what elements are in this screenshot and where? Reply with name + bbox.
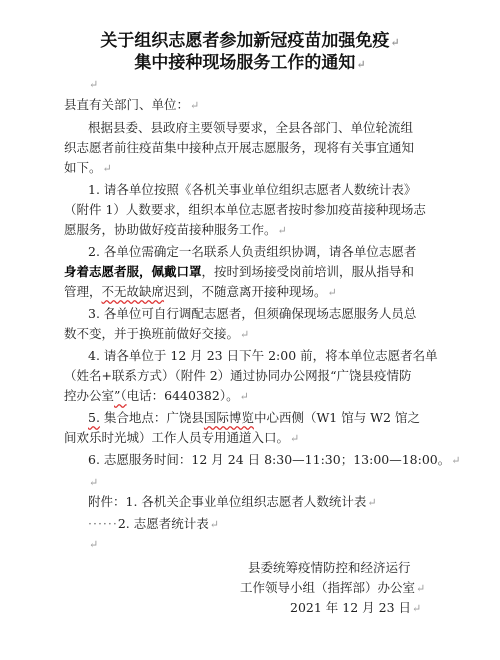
spellcheck-underline: 不无故缺席 xyxy=(101,284,165,299)
item6-line-1: 6. 志愿服务时间：12 月 24 日 8:30—11:30；13:00—18:00。↵ xyxy=(88,452,461,467)
spellcheck-underline: 国际博览 xyxy=(203,410,254,425)
paragraph-mark-icon: ↵ xyxy=(240,328,250,341)
spellcheck-underline: 5. xyxy=(88,410,100,425)
spellcheck-underline: ”（ xyxy=(114,388,127,403)
paragraph-mark-icon: ↵ xyxy=(89,476,99,489)
item1-line-1: 1. 请各单位按照《各机关事业单位组织志愿者人数统计表》 xyxy=(88,182,417,197)
attachment-1: 附件：1. 各机关企事业单位组织志愿者人数统计表↵ xyxy=(88,494,377,509)
paragraph-mark-icon: ↵ xyxy=(327,286,337,299)
signature-org-line-1: 县委统筹疫情防控和经济运行 xyxy=(248,560,411,575)
leader-dots: ······ xyxy=(88,516,118,531)
empty-paragraph xyxy=(88,76,98,93)
item2-line-2: 身着志愿者服，佩戴口罩，按时到场接受岗前培训，服从指导和 xyxy=(64,264,415,279)
item5-line-1: 5. 集合地点：广饶县国际博览中心西侧（W1 馆与 W2 馆之 xyxy=(88,410,420,425)
paragraph-mark-icon: ↵ xyxy=(102,162,112,175)
item5-line-2: 间欢乐时光城）工作人员专用通道入口。↵ xyxy=(64,430,300,445)
paragraph-mark-icon: ↵ xyxy=(290,432,300,445)
signature-org-line-2: 工作领导小组（指挥部）办公室↵ xyxy=(240,580,426,595)
intro-line-1: 根据县委、县政府主要领导要求，全县各部门、单位轮流组 xyxy=(88,120,414,135)
item4-line-1: 4. 请各单位于 12 月 23 日下午 2:00 前，将本单位志愿者名单 xyxy=(88,348,438,363)
paragraph-mark-icon: ↵ xyxy=(416,582,426,595)
paragraph-mark-icon: ↵ xyxy=(356,58,366,71)
paragraph-mark-icon: ↵ xyxy=(412,602,422,615)
item4-line-2: （姓名+联系方式）（附件 2）通过协同办公网报“广饶县疫情防 xyxy=(64,368,412,383)
paragraph-mark-icon: ↵ xyxy=(367,496,377,509)
title-line-2: 集中接种现场服务工作的通知↵ xyxy=(134,53,366,73)
item2-bold-text: 身着志愿者服，佩戴口罩 xyxy=(64,264,202,279)
item4-line-3: 控办公室”（电话：6440382）。↵ xyxy=(64,388,249,403)
title-line-1: 关于组织志愿者参加新冠疫苗加强免疫↵ xyxy=(100,31,400,51)
paragraph-mark-icon: ↵ xyxy=(390,36,400,49)
paragraph-mark-icon: ↵ xyxy=(277,224,287,237)
intro-line-3: 如下。↵ xyxy=(64,160,112,175)
paragraph-mark-icon: ↵ xyxy=(89,538,99,551)
item2-line-1: 2. 各单位需确定一名联系人负责组织协调，请各单位志愿者 xyxy=(88,244,417,259)
attachment-2: ······2. 志愿者统计表↵ xyxy=(88,516,219,531)
paragraph-mark-icon: ↵ xyxy=(209,518,219,531)
paragraph-mark-icon: ↵ xyxy=(239,390,249,403)
paragraph-mark-icon: ↵ xyxy=(451,454,461,467)
paragraph-mark-icon: ↵ xyxy=(89,78,99,91)
item1-line-3: 愿服务，协助做好疫苗接种服务工作。↵ xyxy=(64,222,287,237)
item3-line-1: 3. 各单位可自行调配志愿者，但须确保现场志愿服务人员总 xyxy=(88,306,417,321)
salutation: 县直有关部门、单位：↵ xyxy=(64,97,200,112)
item3-line-2: 数不变，并于换班前做好交接。↵ xyxy=(64,326,250,341)
item1-line-2: （附件 1）人数要求，组织本单位志愿者按时参加疫苗接种现场志 xyxy=(64,202,426,217)
signature-date: 2021 年 12 月 23 日↵ xyxy=(290,600,422,615)
intro-line-2: 织志愿者前往疫苗集中接种点开展志愿服务，现将有关事宜通知 xyxy=(64,140,415,155)
empty-paragraph xyxy=(88,536,98,553)
item2-line-3: 管理，不无故缺席迟到，不随意离开接种现场。↵ xyxy=(64,284,337,299)
paragraph-mark-icon: ↵ xyxy=(190,99,200,112)
empty-paragraph xyxy=(88,474,98,491)
